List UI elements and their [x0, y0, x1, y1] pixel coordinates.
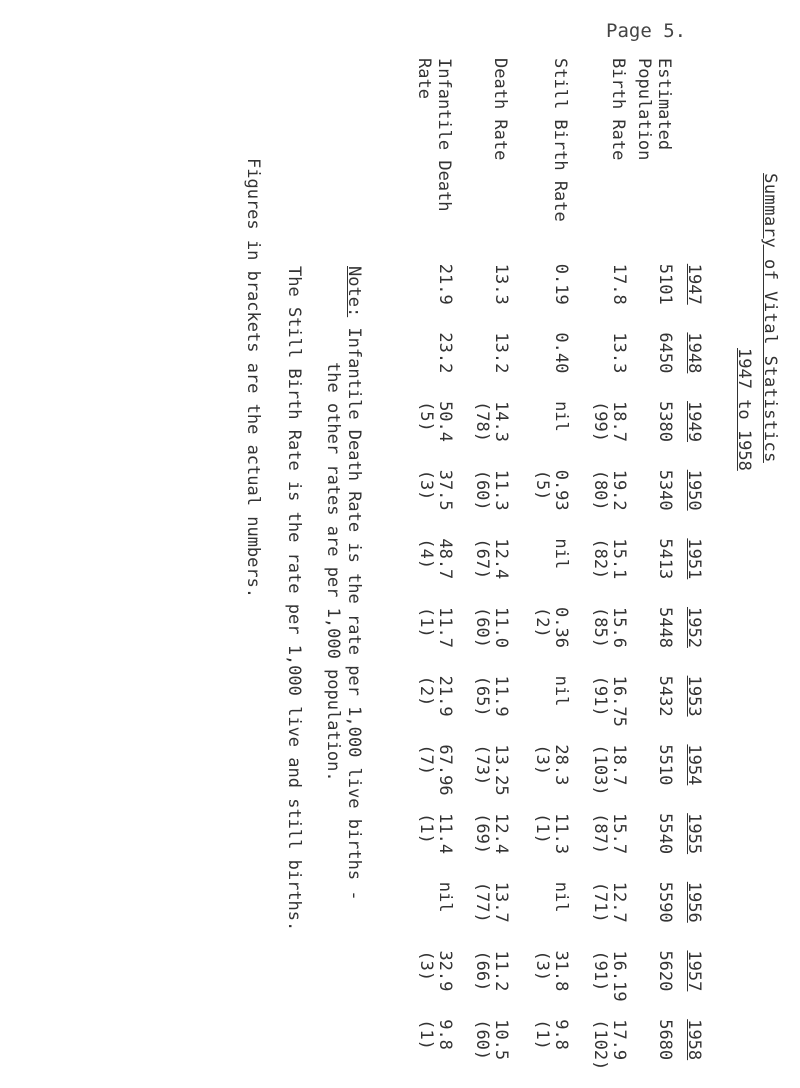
table-cell — [510, 470, 570, 539]
cell-count: (3) — [416, 950, 436, 982]
table-cell — [628, 401, 674, 470]
cell-value: 9.8 — [551, 1019, 571, 1050]
table-cell — [510, 950, 570, 1019]
cell-value: 11.7 — [435, 606, 455, 648]
table-cell — [570, 264, 628, 333]
cell-value: 18.7 — [609, 744, 629, 786]
row-label: Death Rate — [490, 58, 510, 161]
cell-value: 15.6 — [609, 606, 629, 648]
table-cell — [510, 401, 570, 470]
cell-value: 11.2 — [491, 950, 511, 992]
cell-value: 11.0 — [491, 606, 511, 648]
cell-value: 13.7 — [491, 881, 511, 923]
table-cell — [628, 676, 674, 745]
table-cell — [570, 538, 628, 607]
cell-count: (1) — [416, 606, 436, 638]
cell-count: (77) — [472, 881, 492, 923]
table-cell — [628, 744, 674, 813]
cell-count: (102) — [590, 1019, 610, 1071]
table-cell — [394, 332, 454, 401]
cell-value: 16.75 — [609, 675, 629, 727]
cell-value: 5380 — [655, 401, 675, 443]
row-birth-rate — [570, 58, 628, 1088]
row-label: Infantile Death Rate — [414, 58, 454, 212]
year-1957: 1957 — [684, 950, 704, 992]
cell-value: 23.2 — [435, 332, 455, 374]
table-cell — [454, 264, 510, 333]
row-label-header — [674, 58, 704, 264]
cell-value: 13.25 — [491, 744, 511, 796]
row-death-rate — [454, 58, 510, 1088]
cell-count: (2) — [416, 675, 436, 707]
row-infantile-death-rate — [394, 58, 454, 1088]
vital-statistics-table — [394, 58, 704, 1088]
cell-value: 50.4 — [435, 401, 455, 443]
table-cell — [510, 332, 570, 401]
table-cell — [510, 264, 570, 333]
cell-count: (60) — [472, 469, 492, 511]
table-cell — [628, 607, 674, 676]
cell-value: 5101 — [655, 263, 675, 305]
cell-value: 16.19 — [609, 950, 629, 1002]
cell-value: nil — [551, 401, 571, 432]
table-cell — [394, 882, 454, 951]
cell-value: nil — [551, 675, 571, 707]
cell-count: (7) — [416, 744, 436, 776]
year-1956: 1956 — [684, 881, 704, 923]
year-1952: 1952 — [684, 606, 704, 648]
table-cell — [628, 950, 674, 1019]
cell-value: 18.7 — [609, 401, 629, 443]
cell-count: (78) — [472, 401, 492, 443]
table-cell — [394, 401, 454, 470]
cell-value: 12.4 — [491, 538, 511, 580]
cell-value: 21.9 — [435, 263, 455, 305]
cell-count: (1) — [416, 813, 436, 844]
cell-value: 15.7 — [609, 813, 629, 855]
cell-value: 5432 — [655, 675, 675, 717]
table-cell — [628, 813, 674, 882]
cell-value: 5510 — [655, 744, 675, 786]
cell-value: 0.40 — [551, 332, 571, 374]
cell-value: 31.8 — [551, 950, 571, 992]
cell-count: (60) — [472, 1019, 492, 1061]
note-still-birth: The Still Birth Rate is the rate per 1,000 live and still births. — [284, 266, 304, 932]
cell-value: 5540 — [655, 813, 675, 855]
cell-value: 12.4 — [491, 813, 511, 855]
table-cell — [628, 470, 674, 539]
cell-value: 0.36 — [551, 606, 571, 648]
cell-count: (3) — [532, 744, 552, 776]
cell-count: (4) — [416, 538, 436, 570]
table-cell — [454, 744, 510, 813]
year-1948: 1948 — [684, 332, 704, 374]
table-cell — [628, 882, 674, 951]
cell-count: (73) — [472, 744, 492, 786]
cell-count: (3) — [532, 950, 552, 982]
cell-value: 67.96 — [435, 744, 455, 796]
cell-value: 11.4 — [435, 813, 455, 855]
row-label: Still Birth Rate — [550, 58, 570, 222]
table-cell — [394, 538, 454, 607]
table-cell — [454, 332, 510, 401]
cell-count: (60) — [472, 606, 492, 648]
row-still-birth-rate — [510, 58, 570, 1088]
note-brackets: Figures in brackets are the actual numbers. — [243, 158, 263, 599]
cell-value: 11.3 — [491, 469, 511, 511]
cell-count: (65) — [472, 675, 492, 717]
table-cell — [510, 676, 570, 745]
cell-value: nil — [551, 538, 571, 570]
cell-count: (85) — [590, 606, 610, 648]
note-infant-line — [343, 266, 364, 986]
year-1953: 1953 — [684, 675, 704, 717]
title-block — [760, 58, 780, 578]
cell-value: 13.2 — [491, 332, 511, 374]
row-estimated-population — [628, 58, 674, 1088]
table-cell — [628, 332, 674, 401]
cell-value: 9.8 — [435, 1019, 455, 1050]
table-cell — [510, 813, 570, 882]
table-cell — [454, 882, 510, 951]
table-cell — [454, 470, 510, 539]
cell-value: 21.9 — [435, 675, 455, 717]
cell-value: 5590 — [655, 881, 675, 923]
cell-count: (5) — [416, 401, 436, 432]
cell-value: 10.5 — [491, 1019, 511, 1061]
cell-value: 5680 — [655, 1019, 675, 1061]
cell-count: (99) — [590, 401, 610, 443]
table-cell — [454, 813, 510, 882]
cell-value: 5448 — [655, 606, 675, 648]
table-cell — [570, 882, 628, 951]
page-number: Page 5. — [606, 20, 687, 42]
table-cell — [570, 1019, 628, 1088]
table-cell — [570, 470, 628, 539]
table-cell — [454, 401, 510, 470]
cell-count: (91) — [590, 950, 610, 992]
summary-subtitle: 1947 to 1958 — [734, 348, 754, 471]
cell-count: (91) — [590, 675, 610, 717]
table-cell — [454, 950, 510, 1019]
note-label: Note: — [344, 266, 364, 318]
cell-value: 5620 — [655, 950, 675, 992]
summary-title: Summary of Vital Statistics — [760, 173, 780, 463]
cell-count: (71) — [590, 881, 610, 923]
cell-value: 14.3 — [491, 401, 511, 443]
year-1958: 1958 — [684, 1019, 704, 1061]
table-cell — [570, 332, 628, 401]
table-cell — [394, 744, 454, 813]
table-cell — [394, 676, 454, 745]
cell-count: (3) — [416, 469, 436, 501]
table-cell — [394, 813, 454, 882]
cell-value: 11.3 — [551, 813, 571, 855]
table-cell — [394, 470, 454, 539]
table-cell — [570, 676, 628, 745]
note-infant-text: Infantile Death Rate is the rate per 1,000 live births - — [344, 327, 364, 901]
cell-count: (1) — [532, 813, 552, 844]
row-label: Estimated Population — [634, 58, 674, 161]
cell-count: (2) — [532, 606, 552, 638]
cell-value: 12.7 — [609, 881, 629, 923]
table-cell — [510, 1019, 570, 1088]
year-1950: 1950 — [684, 469, 704, 511]
table-cell — [510, 538, 570, 607]
table-cell — [454, 538, 510, 607]
table-cell — [570, 401, 628, 470]
cell-count: (69) — [472, 813, 492, 855]
cell-value: 17.8 — [609, 263, 629, 305]
year-header-row — [674, 58, 704, 1088]
note-infant-continuation: the other rates are per 1,000 population. — [323, 362, 343, 782]
cell-value: 13.3 — [491, 263, 511, 305]
cell-value: 13.3 — [609, 332, 629, 374]
cell-count: (1) — [532, 1019, 552, 1050]
cell-value: 28.3 — [551, 744, 571, 786]
table-cell — [570, 607, 628, 676]
year-1954: 1954 — [684, 744, 704, 786]
year-1947: 1947 — [684, 263, 704, 305]
cell-value: 37.5 — [435, 469, 455, 511]
table-cell — [454, 1019, 510, 1088]
cell-count: (87) — [590, 813, 610, 855]
table-cell — [454, 676, 510, 745]
cell-value: 5413 — [655, 538, 675, 580]
table-cell — [394, 607, 454, 676]
cell-count: (82) — [590, 538, 610, 580]
cell-value: 17.9 — [609, 1019, 629, 1061]
cell-count: (1) — [416, 1019, 436, 1050]
statistics-sheet — [20, 58, 780, 1088]
row-label: Birth Rate — [608, 58, 628, 161]
table-cell — [394, 264, 454, 333]
year-1951: 1951 — [684, 538, 704, 580]
table-cell — [510, 882, 570, 951]
cell-value: 15.1 — [609, 538, 629, 580]
cell-count: (66) — [472, 950, 492, 992]
table-cell — [628, 1019, 674, 1088]
table-cell — [570, 950, 628, 1019]
notes-block — [242, 158, 364, 986]
cell-value: nil — [551, 881, 571, 913]
table-cell — [454, 607, 510, 676]
cell-count: (103) — [590, 744, 610, 796]
cell-value: 5340 — [655, 469, 675, 511]
table-cell — [510, 744, 570, 813]
table-cell — [570, 744, 628, 813]
cell-value: 6450 — [655, 332, 675, 374]
table-cell — [394, 1019, 454, 1088]
year-1955: 1955 — [684, 813, 704, 855]
cell-value: 32.9 — [435, 950, 455, 992]
cell-value: 19.2 — [609, 469, 629, 511]
table-cell — [628, 538, 674, 607]
cell-count: (67) — [472, 538, 492, 580]
cell-value: nil — [435, 881, 455, 913]
cell-value: 0.19 — [551, 263, 571, 305]
cell-value: 48.7 — [435, 538, 455, 580]
table-cell — [510, 607, 570, 676]
table-cell — [570, 813, 628, 882]
table-cell — [394, 950, 454, 1019]
year-1949: 1949 — [684, 401, 704, 443]
cell-value: 0.93 — [551, 469, 571, 511]
cell-count: (5) — [532, 469, 552, 501]
cell-count: (80) — [590, 469, 610, 511]
table-cell — [628, 264, 674, 333]
cell-value: 11.9 — [491, 675, 511, 717]
